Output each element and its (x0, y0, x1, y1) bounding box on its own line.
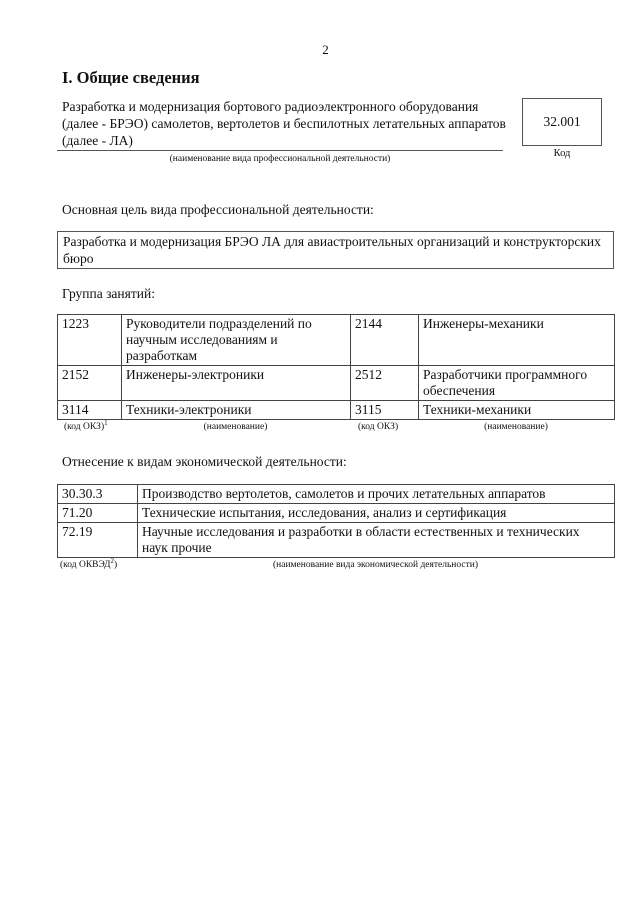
okved-code: 30.30.3 (58, 485, 138, 504)
activity-name-line: (далее - БРЭО) самолетов, вертолетов и беспилотных летательных аппаратов (62, 116, 506, 131)
occupation-name: Инженеры-электроники (122, 366, 351, 401)
econ-name: Производство вертолетов, самолетов и прочих летательных аппаратов (138, 485, 615, 504)
okz-code: 1223 (58, 315, 122, 366)
section-title: I. Общие сведения (62, 68, 200, 87)
econ-table (57, 484, 615, 558)
table-row (58, 401, 615, 420)
footnote-ref: 2 (110, 556, 114, 565)
activity-name-caption: (наименование вида профессиональной деятельности) (169, 154, 391, 164)
activity-name-lines (57, 98, 506, 151)
okz-code: 3114 (58, 401, 122, 420)
activity-name-line: Разработка и модернизация бортового радиоэлектронного оборудования (62, 99, 479, 114)
code-caption: Код (553, 148, 571, 159)
okved-code: 71.20 (58, 504, 138, 523)
table-row (58, 366, 615, 401)
okz-code: 2144 (351, 315, 419, 366)
occupations-captions (57, 418, 614, 433)
table-row (58, 523, 615, 558)
table-row (58, 504, 615, 523)
econ-captions (57, 556, 614, 571)
occupation-name: Техники-механики (419, 401, 615, 420)
name-caption: (наименование) (484, 422, 548, 432)
okved-code: 72.19 (58, 523, 138, 558)
caption-text: ) (113, 560, 118, 570)
table-row (58, 485, 615, 504)
okz-code-caption (57, 418, 121, 433)
okved-code-caption (57, 556, 137, 571)
occupation-name: Техники-электроники (122, 401, 351, 420)
okz-code-caption: (код ОКЗ) (358, 422, 399, 432)
footnote-ref: 1 (104, 418, 108, 427)
occupation-name: Разработчики программного обеспечения (419, 366, 615, 401)
occupation-name: Руководители подразделений по научным исследованиям и разработкам (122, 315, 351, 366)
occupations-label: Группа занятий: (62, 286, 155, 301)
econ-label: Отнесение к видам экономической деятельности: (62, 454, 347, 469)
econ-name: Научные исследования и разработки в области естественных и технических наук прочие (138, 523, 615, 558)
okz-code: 3115 (351, 401, 419, 420)
goal-text: Разработка и модернизация БРЭО ЛА для авиастроительных организаций и конструкторских бюро (57, 231, 614, 269)
table-row (58, 315, 615, 366)
okz-code: 2512 (351, 366, 419, 401)
occupation-name: Инженеры-механики (419, 315, 615, 366)
goal-label: Основная цель вида профессиональной деятельности: (62, 202, 374, 217)
okz-code: 2152 (58, 366, 122, 401)
caption-text: (код ОКВЭД (60, 560, 111, 570)
caption-text: (код ОКЗ) (64, 422, 105, 432)
econ-name-caption: (наименование вида экономической деятельности) (273, 560, 478, 570)
occupations-table (57, 314, 615, 420)
code-box: 32.001 (522, 98, 602, 146)
name-caption: (наименование) (203, 422, 268, 432)
code-block (522, 98, 602, 160)
econ-name: Технические испытания, исследования, анализ и сертификация (138, 504, 615, 523)
activity-block (57, 98, 614, 165)
activity-name (57, 98, 506, 165)
activity-name-line: (далее - ЛА) (62, 133, 133, 148)
page-number: 2 (322, 42, 329, 57)
